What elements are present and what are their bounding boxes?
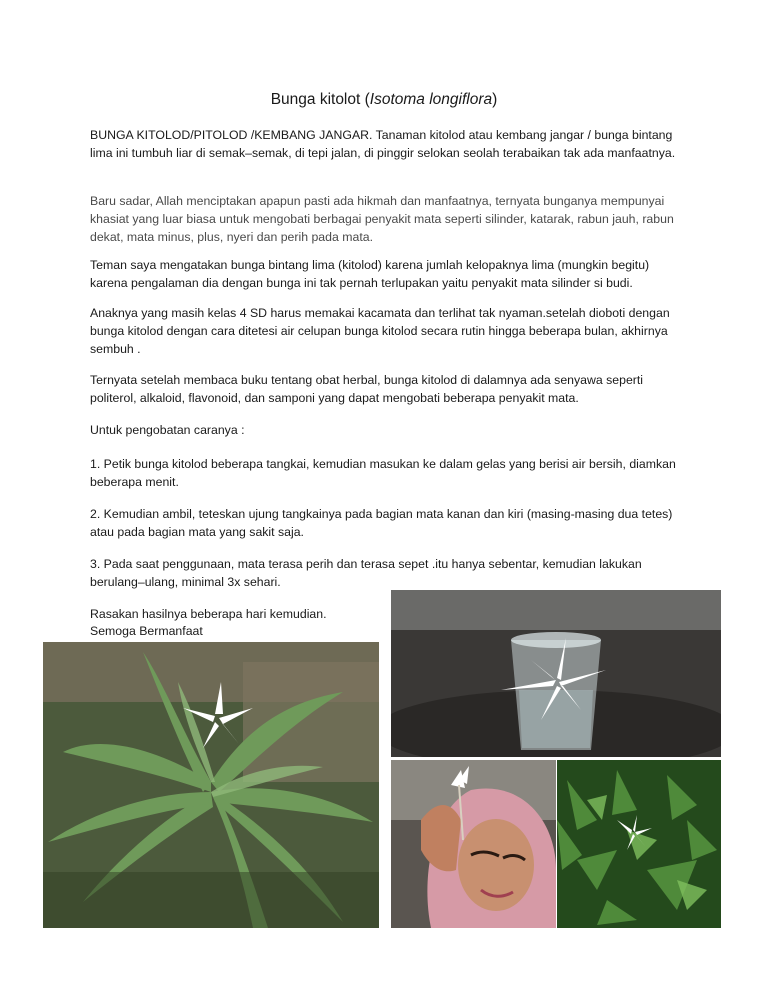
paragraph-intro: BUNGA KITOLOD/PITOLOD /KEMBANG JANGAR. Tanaman kitolod atau kembang jangar / bunga bintang lima ini tumbuh liar di semak–semak, di tepi jalan, di pinggir selokan seolah terabaikan tak ada manfaatnya. — [90, 128, 676, 160]
page-title — [0, 91, 768, 109]
paragraph-friend-story: Teman saya mengatakan bunga bintang lima (kitolod) karena jumlah kelopaknya lima (mungkin begitu) karena pengalaman dia dengan bunga ini tak pernah terlupakan yaitu penyakit mata silinder si budi. — [90, 258, 650, 290]
paragraph-compounds: Ternyata setelah membaca buku tentang obat herbal, bunga kitolod di dalamnya ada senyawa seperti politerol, alkaloid, flavonoid, dan samponi yang dapat mengobati beberapa penyakit mata. — [90, 373, 644, 405]
paragraph-step-3: 3. Pada saat penggunaan, mata terasa perih dan terasa sepet .itu hanya sebentar, kemudian lakukan berulang–ulang, minimal 3x sehari. — [90, 557, 642, 589]
paragraph-benefits: Baru sadar, Allah menciptakan apapun pasti ada hikmah dan manfaatnya, ternyata bunganya mempunyai khasiat yang luar biasa untuk mengobati berbagai penyakit mata seperti silinder, katarak, rabun jauh, rabun dekat, mata minus, plus, nyeri dan perih pada mata. — [90, 194, 674, 244]
eye-drop-application-photo — [391, 760, 556, 928]
closing-line-1: Rasakan hasilnya beberapa hari kemudian. — [90, 607, 327, 621]
paragraph-step-2: 2. Kemudian ambil, teteskan ujung tangkainya pada bagian mata kanan dan kiri (masing-masing dua tetes) atau pada bagian mata yang sakit saja. — [90, 507, 673, 539]
title-latin-name: Isotoma longiflora — [369, 91, 493, 108]
paragraph-method-heading: Untuk pengobatan caranya : — [90, 423, 245, 437]
paragraph-child-story: Anaknya yang masih kelas 4 SD harus memakai kacamata dan terlihat tak nyaman.setelah dioboti dengan bunga kitolod dengan cara ditetesi air celupan bunga kitolod secara rutin hingga beberapa bulan, akhirnya sembuh . — [90, 306, 670, 356]
kitolod-plant-photo — [43, 642, 379, 928]
paragraph-step-1: 1. Petik bunga kitolod beberapa tangkai, kemudian masukan ke dalam gelas yang berisi air bersih, diamkan beberapa menit. — [90, 457, 676, 489]
title-close: ) — [492, 91, 498, 108]
closing-line-2: Semoga Bermanfaat — [90, 624, 203, 638]
flowers-in-glass-photo — [391, 590, 721, 757]
title-main: Bunga kitolot ( — [270, 91, 370, 108]
kitolod-wild-photo — [557, 760, 721, 928]
